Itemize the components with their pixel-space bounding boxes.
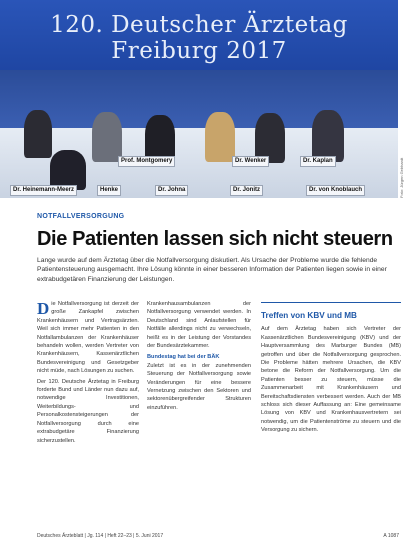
article-headline: Die Patienten lassen sich nicht steuern [37, 228, 393, 250]
article-column-2 [147, 300, 251, 414]
paragraph: Der 120. Deutsche Ärztetag in Freiburg forderte Bund und Länder nun dazu auf, notwendige Investitionen, Weiterbildungs- und Personalkostensteigerungen der Notfallversorgung durch eine extrabudgetäre Finanzierung sicherzustellen. [37, 378, 139, 444]
article-rubric: NOTFALLVERSORGUNG [37, 213, 125, 220]
nameplate: Dr. von Knoblauch [306, 185, 365, 196]
header-photo [0, 0, 398, 198]
nameplate: Dr. Johna [155, 185, 188, 196]
info-box [261, 300, 401, 437]
subheading: Bundestag hat bei der BÄK [147, 354, 220, 361]
nameplate: Dr. Wenker [232, 156, 269, 167]
article-lede: Lange wurde auf dem Ärztetag über die Notfallversorgung diskutiert. Als Ursache der Probleme wurde die fehlende Patientensteuerung ausgemacht. Ihre Lösung könnte in einer besseren Information der Patienten liegen sowie in einer extrabudgetären Finanzierung der Leistungen. [37, 257, 387, 283]
panel-person [92, 112, 122, 162]
panel-person [205, 112, 235, 162]
panel-person [50, 150, 86, 190]
panel-person [312, 110, 344, 162]
nameplate: Dr. Jonitz [230, 185, 263, 196]
footer-page-number: A 1087 [383, 533, 399, 539]
dropcap: D [37, 299, 50, 318]
panel-person [24, 110, 52, 158]
paragraph: Zuletzt ist es in der zunehmenden Steuerung der Notfallversorgung sowie Veränderungen für eine bessere Vernetzung zwischen den Sektoren und sektorenübergreifender Strukturen einzuführen. [147, 362, 251, 411]
photo-credit: Foto: Jürgen Gebhardt [399, 157, 404, 198]
nameplate: Dr. Heinemann-Meerz [10, 185, 77, 196]
photo-title-line2: Freiburg 2017 [111, 38, 287, 64]
info-box-title: Treffen von KBV und MB [261, 311, 357, 320]
info-box-text: Auf dem Ärztetag haben sich Vertreter der Kassenärztlichen Bundesvereinigung (KBV) und der Hauptversammlung des Marburger Bundes (MB) getroffen und über die Notfallversorgung gesprochen. Die Probleme hätten mehrere Ursachen, die KBV betone die Reform der Notfallversorgung. Um die Patienten besser zu steuern, müsse die Zusammenarbeit mit Krankenhäusern und Bereitschaftsdiensten verbessert werden. Auch der MB schloss sich dieser Auffassung an: Eine gemeinsame Lösung von KBV und Krankenhausvertretern sei notwendig, um die Patientenströme zu steuern und die Versorgung zu sichern. [261, 326, 401, 434]
photo-title [0, 12, 398, 64]
paragraph: Krankenhausambulanzen der Notfallversorgung verwendet werden. In Deutschland sind Anlaufstellen für Notfälle allerdings nicht zu verwechseln, heißt es in der Leistung der Vorstandes der Bundesärztekammer. [147, 301, 251, 350]
photo-title-line1: 120. Deutscher Ärztetag [50, 12, 348, 38]
paragraph: ie Notfallversorgung ist derzeit der große Zankapfel zwischen Krankenhäusern und Vertragsärzten. Weil sich immer mehr Patienten in den Notfallambulanzen der Krankenhäuser behandeln wollen, werden Vertreter von Krankenhäusern, Kassenärztlichen Bundesvereinigung und Gesetzgeber nicht müde, nach Lösungen zu suchen. [37, 301, 139, 375]
article-column-1 [37, 300, 139, 447]
page-footer [37, 533, 399, 539]
footer-journal: Deutsches Ärzteblatt | Jg. 114 | Heft 22–23 | 5. Juni 2017 [37, 533, 164, 539]
nameplate: Henke [97, 185, 121, 196]
nameplate: Prof. Montgomery [118, 156, 175, 167]
nameplate: Dr. Kaplan [300, 156, 336, 167]
